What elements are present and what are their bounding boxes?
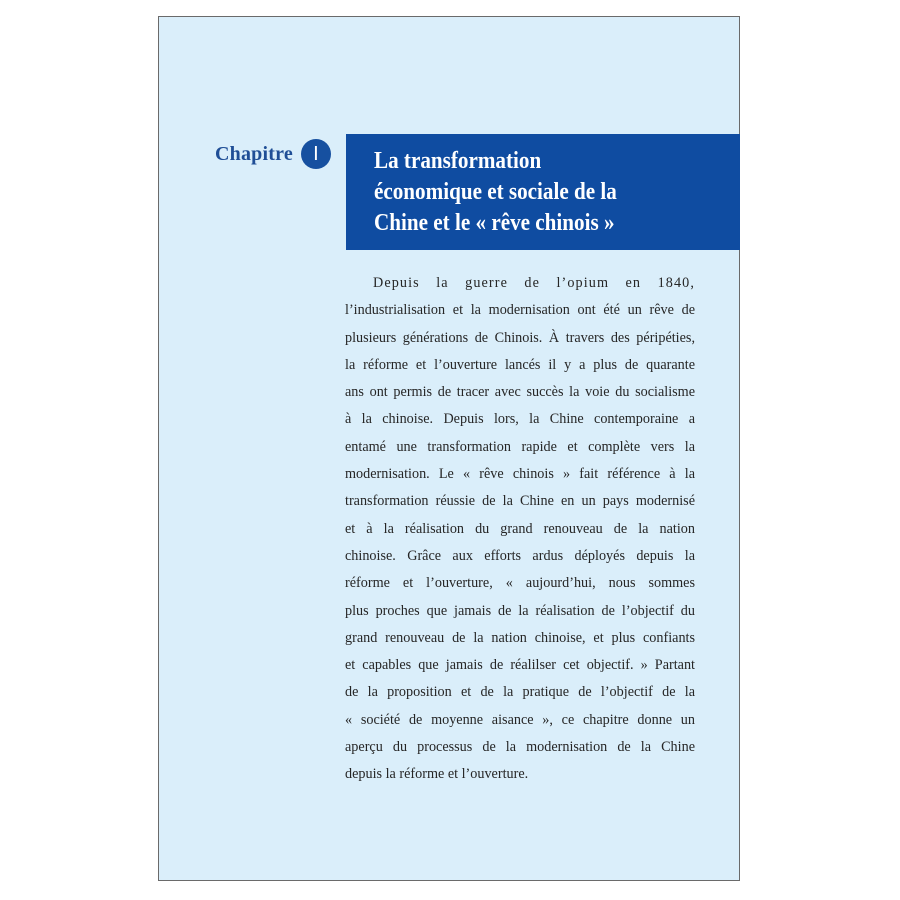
chapter-label (215, 138, 331, 170)
paragraph-line: grand renouveau de la nation chinoise, et plus confiants (345, 629, 695, 646)
chapter-title (374, 146, 686, 239)
paragraph-line: transformation réussie de la Chine en un pays modernisé (345, 493, 695, 510)
body-paragraph (345, 270, 695, 789)
paragraph-line: modernisation. Le « rêve chinois » fait référence à la (345, 466, 695, 483)
paragraph-line: et à la réalisation du grand renouveau de la nation (345, 520, 695, 537)
paragraph-line: ans ont permis de tracer avec succès la voie du socialisme (345, 384, 695, 401)
chapter-title-line: La transformation (374, 148, 542, 174)
paragraph-line: et capables que jamais de réalilser cet objectif. » Partant (345, 657, 695, 674)
paragraph-line: réforme et l’ouverture, « aujourd’hui, nous sommes (345, 575, 695, 592)
paragraph-line: « société de moyenne aisance », ce chapitre donne un (345, 711, 695, 728)
chapter-word: Chapitre (215, 142, 293, 165)
paragraph-line: chinoise. Grâce aux efforts ardus déployés depuis la (345, 547, 695, 564)
paragraph-line: plusieurs générations de Chinois. À travers des péripéties, (345, 329, 695, 346)
paragraph-line: la réforme et l’ouverture lancés il y a plus de quarante (345, 356, 695, 373)
chapter-title-line: Chine et le « rêve chinois » (374, 210, 615, 236)
paragraph-line: à la chinoise. Depuis lors, la Chine contemporaine a (345, 411, 695, 428)
paragraph-line: Depuis la guerre de l’opium en 1840, (373, 275, 695, 291)
chapter-number-badge (301, 139, 331, 169)
chapter-number: I (313, 143, 319, 165)
paragraph-line: de la proposition et de la pratique de l’objectif de la (345, 684, 695, 701)
paragraph-line: aperçu du processus de la modernisation de la Chine (345, 739, 695, 756)
paragraph-line: l’industrialisation et la modernisation ont été un rêve de (345, 302, 695, 319)
paragraph-line: entamé une transformation rapide et complète vers la (345, 438, 695, 455)
chapter-title-line: économique et sociale de la (374, 179, 617, 205)
paragraph-line: plus proches que jamais de la réalisation de l’objectif du (345, 602, 695, 619)
paragraph-line: depuis la réforme et l’ouverture. (345, 766, 529, 783)
chapter-title-box (346, 134, 740, 250)
